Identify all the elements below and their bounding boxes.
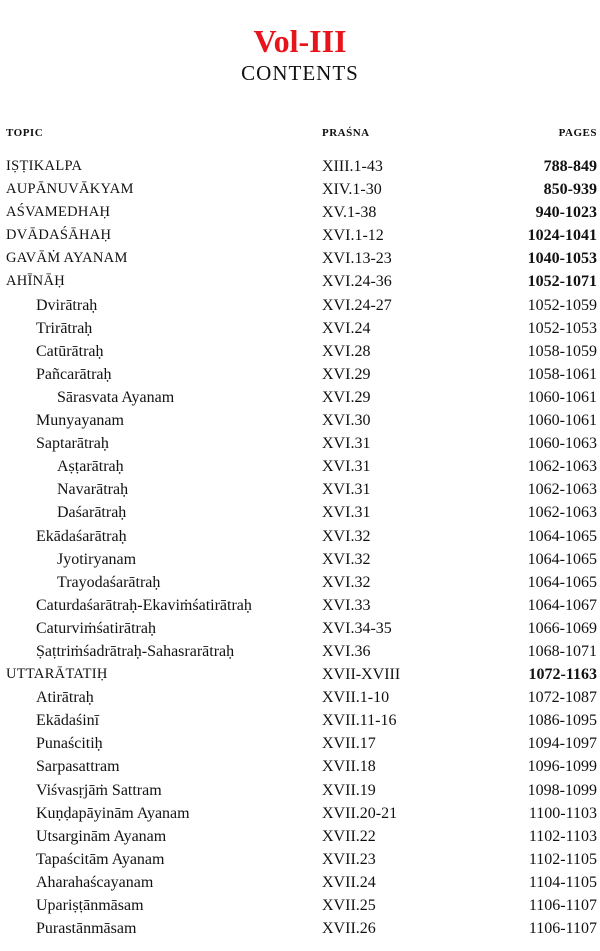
- toc-row: [0, 732, 600, 755]
- toc-pages: 1052-1071: [527, 273, 597, 291]
- toc-topic: Catūrātraḥ: [36, 342, 104, 360]
- toc-prasna: XVI.31: [322, 435, 371, 453]
- toc-prasna: XVI.1-12: [322, 227, 384, 245]
- toc-pages: 940-1023: [535, 204, 597, 222]
- toc-row: [0, 686, 600, 709]
- toc-row: [0, 594, 600, 617]
- toc-topic: AUPĀNUVĀKYAM: [6, 181, 134, 198]
- toc-row: [0, 525, 600, 548]
- toc-row: [0, 617, 600, 640]
- toc-row: [0, 709, 600, 732]
- toc-topic: Navarātraḥ: [57, 481, 129, 499]
- toc-pages: 1060-1061: [527, 412, 597, 430]
- toc-topic: Purastānmāsam: [36, 920, 137, 938]
- toc-row: [0, 848, 600, 871]
- toc-pages: 1062-1063: [527, 504, 597, 522]
- toc-prasna: XVI.34-35: [322, 619, 392, 637]
- toc-topic: Kuṇḍapāyinām Ayanam: [36, 804, 190, 822]
- toc-pages: 1058-1059: [527, 342, 597, 360]
- toc-topic: Punaścitiḥ: [36, 735, 103, 753]
- toc-prasna: XVII.22: [322, 827, 376, 845]
- toc-prasna: XVI.28: [322, 342, 371, 360]
- toc-topic: Dvirātraḥ: [36, 296, 98, 314]
- toc-row: [0, 871, 600, 894]
- toc-prasna: XV.1-38: [322, 204, 377, 222]
- toc-pages: 1072-1087: [527, 689, 597, 707]
- toc-row: [0, 409, 600, 432]
- toc-pages: 1052-1059: [527, 296, 597, 314]
- toc-prasna: XVI.29: [322, 365, 371, 383]
- toc-row: [0, 548, 600, 571]
- toc-topic: Aharahaścayanam: [36, 873, 154, 891]
- toc-pages: 1060-1063: [527, 435, 597, 453]
- toc-prasna: XVI.32: [322, 550, 371, 568]
- toc-topic: Ṣaṭtriṁśadrātraḥ-Sahasrarātraḥ: [36, 642, 235, 660]
- toc-topic: Trayodaśarātraḥ: [57, 573, 161, 591]
- toc-topic: Trirātraḥ: [36, 319, 93, 337]
- toc-topic: UTTARĀTATIḤ: [6, 666, 108, 683]
- toc-pages: 1040-1053: [527, 250, 597, 268]
- toc-pages: 1102-1103: [528, 827, 597, 845]
- toc-topic: Sarpasattram: [36, 758, 120, 776]
- toc-prasna: XVI.36: [322, 642, 371, 660]
- toc-topic: Caturviṁśatirātraḥ: [36, 619, 156, 637]
- toc-topic: Atirātraḥ: [36, 689, 94, 707]
- toc-pages: 1064-1065: [527, 550, 597, 568]
- toc-pages: 1086-1095: [527, 712, 597, 730]
- toc-prasna: XVII-XVIII: [322, 666, 401, 684]
- toc-prasna: XVI.31: [322, 481, 371, 499]
- toc-pages: 1094-1097: [527, 735, 597, 753]
- toc-row: [0, 455, 600, 478]
- toc-row: [0, 270, 600, 293]
- toc-pages: 1066-1069: [527, 619, 597, 637]
- toc-pages: 1072-1163: [528, 666, 597, 684]
- toc-prasna: XVII.1-10: [322, 689, 390, 707]
- toc-topic: Sārasvata Ayanam: [57, 388, 175, 406]
- toc-row: [0, 224, 600, 247]
- toc-prasna: XVII.23: [322, 850, 376, 868]
- toc-row: [0, 432, 600, 455]
- toc-pages: 1058-1061: [527, 365, 597, 383]
- toc-row: [0, 755, 600, 778]
- toc-topic: Ekādaśinī: [36, 712, 100, 730]
- toc-pages: 1106-1107: [528, 897, 597, 914]
- toc-topic: Aṣṭarātraḥ: [57, 458, 124, 476]
- toc-topic: GAVĀṀ AYANAM: [6, 250, 128, 267]
- toc-row: [0, 571, 600, 594]
- toc-pages: 1060-1061: [527, 388, 597, 406]
- volume-title: Vol-III: [253, 23, 347, 59]
- contents-heading: CONTENTS: [241, 61, 359, 85]
- toc-row: [0, 663, 600, 686]
- toc-topic: Utsarginām Ayanam: [36, 827, 167, 845]
- toc-row: [0, 201, 600, 224]
- toc-topic: Jyotiryanam: [57, 550, 137, 568]
- toc-topic: Pañcarātraḥ: [36, 365, 112, 383]
- toc-row: [0, 917, 600, 940]
- toc-pages: 1024-1041: [527, 227, 597, 245]
- toc-prasna: XVII.26: [322, 920, 376, 938]
- toc-prasna: XVI.29: [322, 388, 371, 406]
- toc-pages: 1064-1065: [527, 573, 597, 591]
- toc-prasna: XVI.24-36: [322, 273, 392, 291]
- toc-row: [0, 386, 600, 409]
- toc-topic: AHĪNĀḤ: [6, 273, 65, 290]
- toc-pages: 1064-1067: [527, 596, 597, 614]
- toc-pages: 1052-1053: [527, 319, 597, 337]
- toc-prasna: XVII.17: [322, 735, 376, 753]
- toc-prasna: XVI.13-23: [322, 250, 392, 268]
- toc-prasna: XIII.1-43: [322, 158, 383, 175]
- toc-prasna: XVI.33: [322, 596, 371, 614]
- toc-row: [0, 779, 600, 802]
- column-header-pages: PAGES: [558, 127, 597, 139]
- toc-row: [0, 802, 600, 825]
- toc-pages: 1068-1071: [527, 642, 597, 660]
- toc-pages: 1096-1099: [527, 758, 597, 776]
- toc-topic: Upariṣṭānmāsam: [36, 897, 144, 914]
- toc-row: [0, 363, 600, 386]
- toc-topic: IṢṬIKALPA: [6, 158, 83, 174]
- toc-pages: 1098-1099: [527, 781, 597, 799]
- toc-topic: Ekādaśarātraḥ: [36, 527, 127, 545]
- toc-topic: Tapaścitām Ayanam: [36, 850, 165, 868]
- toc-topic: Saptarātraḥ: [36, 435, 109, 453]
- toc-row: [0, 478, 600, 501]
- toc-topic: AŚVAMEDHAḤ: [6, 204, 111, 221]
- toc-pages: 1106-1107: [528, 920, 597, 938]
- toc-row: [0, 501, 600, 524]
- toc-pages: 1062-1063: [527, 481, 597, 499]
- toc-topic: DVĀDAŚĀHAḤ: [6, 227, 112, 244]
- toc-prasna: XVI.31: [322, 504, 371, 522]
- toc-row: [0, 294, 600, 317]
- toc-prasna: XVI.30: [322, 412, 371, 430]
- toc-row: [0, 894, 600, 917]
- toc-prasna: XVII.18: [322, 758, 376, 776]
- toc-pages: 850-939: [543, 181, 597, 199]
- column-header-topic: TOPIC: [6, 127, 44, 139]
- toc-prasna: XVI.24-27: [322, 296, 392, 314]
- table-of-contents: [0, 155, 600, 940]
- toc-row: [0, 640, 600, 663]
- toc-topic: Viśvasṛjāṁ Sattram: [36, 781, 162, 799]
- toc-pages: 1104-1105: [528, 873, 597, 891]
- toc-prasna: XVI.24: [322, 319, 371, 337]
- toc-pages: 1062-1063: [527, 458, 597, 476]
- toc-row: [0, 317, 600, 340]
- toc-prasna: XVI.32: [322, 527, 371, 545]
- toc-row: [0, 247, 600, 270]
- toc-prasna: XVII.20-21: [322, 804, 398, 822]
- toc-topic: Caturdaśarātraḥ-Ekaviṁśatirātraḥ: [36, 596, 252, 614]
- toc-row: [0, 825, 600, 848]
- toc-prasna: XVII.19: [322, 781, 376, 799]
- toc-prasna: XVI.32: [322, 573, 371, 591]
- toc-row: [0, 178, 600, 201]
- toc-topic: Daśarātraḥ: [57, 504, 127, 522]
- toc-pages: 1100-1103: [528, 804, 597, 822]
- toc-prasna: XVII.25: [322, 897, 376, 914]
- toc-row: [0, 155, 600, 178]
- toc-topic: Munyayanam: [36, 412, 124, 430]
- toc-prasna: XVII.24: [322, 873, 376, 891]
- toc-pages: 788-849: [543, 158, 597, 175]
- toc-pages: 1102-1105: [528, 850, 597, 868]
- toc-prasna: XVII.11-16: [322, 712, 397, 730]
- toc-row: [0, 340, 600, 363]
- column-header-prasna: PRAŚNA: [322, 127, 370, 139]
- toc-pages: 1064-1065: [527, 527, 597, 545]
- toc-prasna: XVI.31: [322, 458, 371, 476]
- toc-prasna: XIV.1-30: [322, 181, 382, 199]
